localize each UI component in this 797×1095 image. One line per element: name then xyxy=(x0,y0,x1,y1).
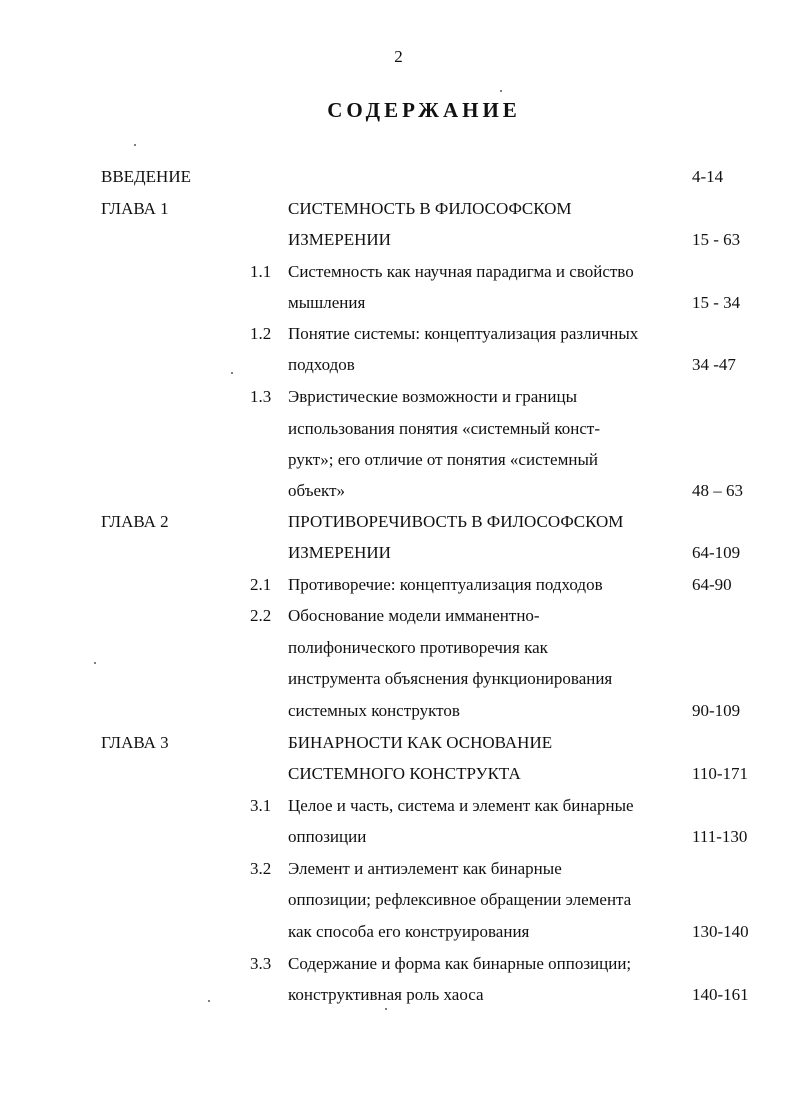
toc-intro-pages: 4-14 xyxy=(692,167,724,186)
scan-speck xyxy=(208,1000,210,1002)
toc-intro-label: ВВЕДЕНИЕ xyxy=(101,167,191,186)
toc-chapter-2-title-line: ИЗМЕРЕНИИ xyxy=(288,543,391,562)
toc-section-text: Обоснование модели имманентно- xyxy=(288,606,540,625)
toc-section-text: оппозиции; рефлексивное обращении элемента xyxy=(288,890,632,909)
toc-chapter-1-title-line: ИЗМЕРЕНИИ xyxy=(288,230,391,249)
toc-section-number: 2.1 xyxy=(250,575,272,594)
toc-section-text: использования понятия «системный конст- xyxy=(288,419,601,438)
toc-chapter-1-title-line: СИСТЕМНОСТЬ В ФИЛОСОФСКОМ xyxy=(288,199,572,218)
scan-speck xyxy=(134,144,136,146)
toc-section-pages: 111-130 xyxy=(692,827,748,846)
toc-section-number: 1.1 xyxy=(250,262,272,281)
toc-chapter-3-pages: 110-171 xyxy=(692,764,749,783)
toc-section-text: Системность как научная парадигма и свойство xyxy=(288,262,634,281)
toc-section-number: 2.2 xyxy=(250,606,272,625)
toc-section-number: 3.1 xyxy=(250,796,272,815)
toc-section-text: Эвристические возможности и границы xyxy=(288,387,578,406)
toc-chapter-1-label: ГЛАВА 1 xyxy=(101,199,169,218)
toc-chapter-1-pages: 15 - 63 xyxy=(692,230,741,249)
toc-section-text: объект» xyxy=(288,481,346,500)
toc-section-text: Понятие системы: концептуализация различных xyxy=(288,324,639,343)
toc-section-text: конструктивная роль хаоса xyxy=(288,985,484,1004)
scan-speck xyxy=(231,372,233,374)
toc-chapter-3-title-line: БИНАРНОСТИ КАК ОСНОВАНИЕ xyxy=(288,733,553,752)
toc-chapter-2-label: ГЛАВА 2 xyxy=(101,512,169,531)
scan-speck xyxy=(500,90,502,92)
toc-section-text: оппозиции xyxy=(288,827,367,846)
toc-section-text: подходов xyxy=(288,355,355,374)
toc-section-number: 1.3 xyxy=(250,387,272,406)
toc-section-pages: 140-161 xyxy=(692,985,749,1004)
toc-section-text: Элемент и антиэлемент как бинарные xyxy=(288,859,562,878)
toc-section-text: системных конструктов xyxy=(288,701,460,720)
toc-section-number: 1.2 xyxy=(250,324,272,343)
toc-section-text: полифонического противоречия как xyxy=(288,638,548,657)
page-number: 2 xyxy=(394,47,403,66)
toc-section-text: мышления xyxy=(288,293,366,312)
toc-section-pages: 64-90 xyxy=(692,575,732,594)
toc-section-text: инструмента объяснения функционирования xyxy=(288,669,613,688)
toc-section-number: 3.3 xyxy=(250,954,272,973)
toc-chapter-2-title-line: ПРОТИВОРЕЧИВОСТЬ В ФИЛОСОФСКОМ xyxy=(288,512,624,531)
toc-section-number: 3.2 xyxy=(250,859,272,878)
toc-section-text: Содержание и форма как бинарные оппозиции; xyxy=(288,954,632,973)
toc-chapter-3-label: ГЛАВА 3 xyxy=(101,733,169,752)
toc-section-pages: 48 – 63 xyxy=(692,481,743,500)
toc-section-pages: 130-140 xyxy=(692,922,749,941)
toc-chapter-2-pages: 64-109 xyxy=(692,543,741,562)
toc-section-pages: 90-109 xyxy=(692,701,741,720)
page-title: СОДЕРЖАНИЕ xyxy=(327,98,521,122)
scan-speck xyxy=(94,662,96,664)
toc-section-pages: 15 - 34 xyxy=(692,293,741,312)
toc-section-pages: 34 -47 xyxy=(692,355,736,374)
toc-section-text: рукт»; его отличие от понятия «системный xyxy=(288,450,598,469)
toc-section-text: Противоречие: концептуализация подходов xyxy=(288,575,603,594)
toc-section-text: как способа его конструирования xyxy=(288,922,530,941)
toc-chapter-3-title-line: СИСТЕМНОГО КОНСТРУКТА xyxy=(288,764,521,783)
toc-section-text: Целое и часть, система и элемент как бинарные xyxy=(288,796,634,815)
scan-speck xyxy=(385,1008,387,1010)
